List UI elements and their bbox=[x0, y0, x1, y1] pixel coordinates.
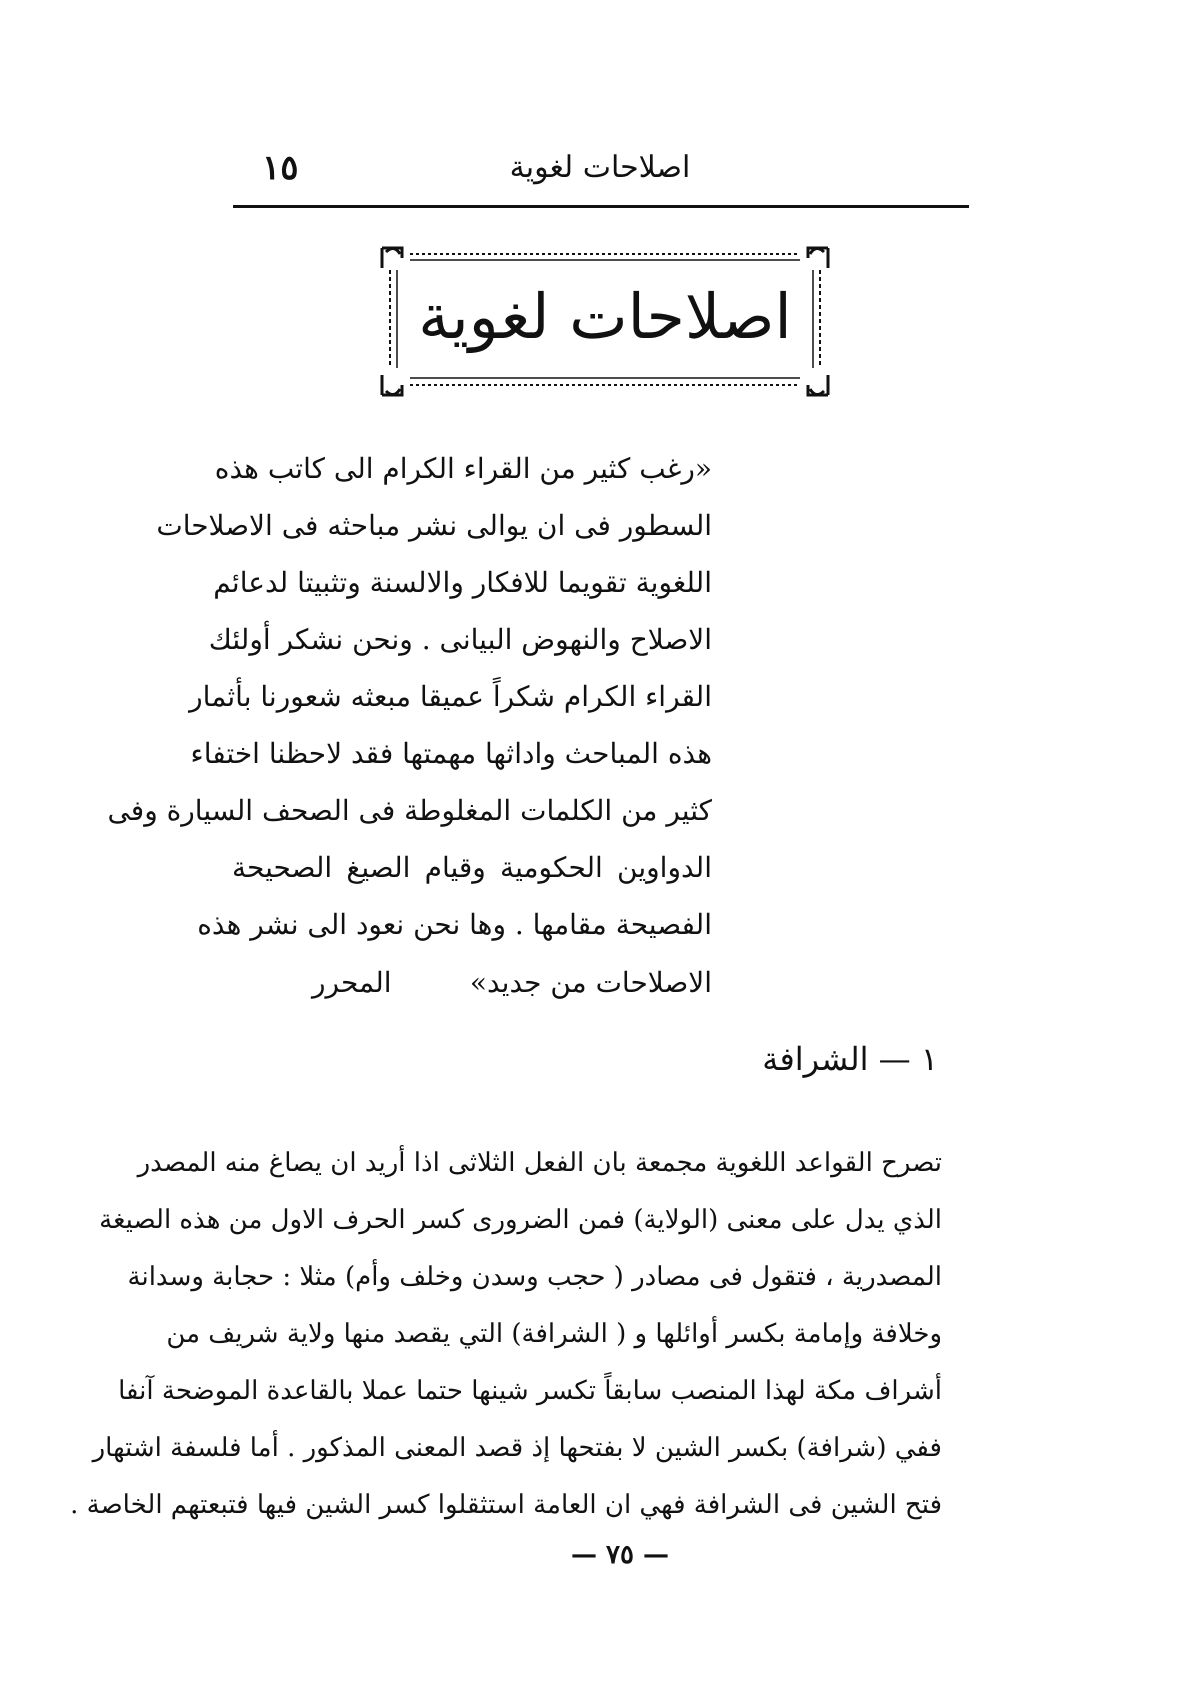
intro-line: اللغوية تقويما للافكار والالسنة وتثبيتا لدعائم bbox=[213, 566, 712, 599]
running-title: اصلاحات لغوية bbox=[509, 150, 691, 185]
intro-line: السطور فى ان يوالى نشر مباحثه فى الاصلاحات bbox=[156, 509, 712, 542]
intro-line: كثير من الكلمات المغلوطة فى الصحف السيارة وفى bbox=[107, 794, 712, 827]
intro-line: القراء الكرام شكراً عميقا مبعثه شعورنا بأثمار bbox=[189, 680, 712, 713]
intro-line: الاصلاح والنهوض البيانى . ونحن نشكر أولئك bbox=[208, 623, 712, 656]
intro-last-line: الاصلاحات من جديد» bbox=[469, 966, 712, 999]
header-divider bbox=[233, 205, 969, 208]
main-title: اصلاحات لغوية bbox=[418, 280, 792, 353]
intro-closing-line bbox=[232, 954, 712, 1011]
editor-signature: المحرر bbox=[312, 966, 392, 999]
header-page-number: ١٥ bbox=[262, 148, 299, 188]
intro-line: هذه المباحث واداثها مهمتها فقد لاحظنا اختفاء bbox=[190, 737, 712, 770]
section-heading: ١ — الشرافة bbox=[762, 1040, 938, 1078]
body-line: المصدرية ، فتقول فى مصادر ( حجب وسدن وخلف وأم) مثلا : حجابة وسدانة bbox=[127, 1262, 942, 1292]
body-line: الذي يدل على معنى (الولاية) فمن الضرورى كسر الحرف الاول من هذه الصيغة bbox=[99, 1205, 942, 1235]
body-line: أشراف مكة لهذا المنصب سابقاً تكسر شينها حتما عملا بالقاعدة الموضحة آنفا bbox=[118, 1376, 942, 1406]
intro-line: «رغب كثير من القراء الكرام الى كاتب هذه bbox=[214, 452, 712, 485]
section-body bbox=[70, 1135, 942, 1534]
body-line: فتح الشين فى الشرافة فهي ان العامة استثقلوا كسر الشين فيها فتبعتهم الخاصة . bbox=[70, 1490, 942, 1520]
body-line: وخلافة وإمامة بكسر أوائلها و ( الشرافة) التي يقصد منها ولاية شريف من bbox=[166, 1319, 942, 1349]
intro-line: الفصيحة مقامها . وها نحن نعود الى نشر هذه bbox=[197, 908, 712, 941]
intro-paragraph bbox=[107, 440, 712, 953]
body-line: ففي (شرافة) بكسر الشين لا بفتحها إذ قصد المعنى المذكور . أما فلسفة اشتهار bbox=[92, 1433, 942, 1463]
body-line: تصرح القواعد اللغوية مجمعة بان الفعل الثلاثى اذا أريد ان يصاغ منه المصدر bbox=[137, 1148, 942, 1178]
footer-page-number: — ٧٥ — bbox=[570, 1540, 670, 1570]
intro-line: الدواوين الحكومية وقيام الصيغ الصحيحة bbox=[232, 851, 712, 884]
